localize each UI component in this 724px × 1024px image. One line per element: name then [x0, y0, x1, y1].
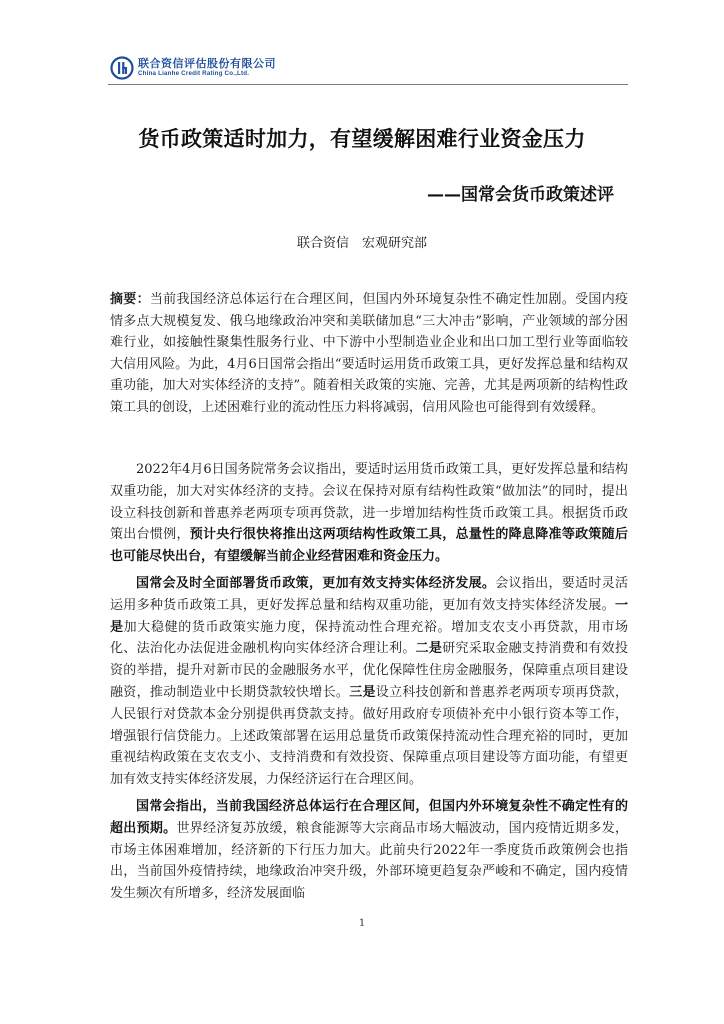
- p1-bold: 预计央行很快将推出这两项结构性政策工具，总量性的降息降准等政策随后也可能尽快出台，有望缓解当前企业经营困难和资金压力。: [110, 527, 628, 565]
- p2-bold-2: 一是: [110, 597, 628, 635]
- p1-text: 2022年4月6日国务院常务会议指出，要适时运用货币政策工具，更好发挥总量和结构双重功能，加大对实体经济的支持。会议在保持对原有结构性政策“做加法”的同时，提出设立科技创新和普惠养老两项专项再贷款，进一步增加结构性货币政策工具。根据货币政策出台惯例，: [110, 462, 628, 543]
- lianhe-logo-icon: [110, 56, 134, 80]
- document-title: 货币政策适时加力，有望缓解困难行业资金压力: [138, 127, 586, 151]
- p3-bold: 国常会指出，当前我国经济总体运行在合理区间，但国内外环境复杂性不确定性有的超出预期。: [110, 798, 628, 836]
- paragraph-1: [110, 459, 628, 568]
- author-line: 联合资信 宏观研究部: [296, 236, 427, 251]
- company-header: [110, 55, 276, 81]
- body-text: [110, 459, 628, 910]
- header-divider: [108, 84, 628, 85]
- paragraph-3: [110, 796, 628, 905]
- p2-text-2: 加大稳健的货币政策实施力度，保持流动性合理充裕。增加支农支小再贷款，用市场化、法治化办法促进金融机构向实体经济合理让利。: [110, 619, 628, 657]
- p2-bold-3: 二是: [415, 641, 443, 657]
- company-name-en: China Lianhe Credit Rating Co.,Ltd.: [138, 70, 250, 78]
- document-subtitle: ——国常会货币政策述评: [427, 185, 614, 205]
- company-name-cn: 联合资信评估股份有限公司: [138, 57, 276, 71]
- p2-bold-1: 国常会及时全面部署货币政策，更加有效支持实体经济发展。: [136, 575, 496, 591]
- p2-text-3: 研究采取金融支持消费和有效投资的举措，提升对新市民的金融服务水平，优化保障性住房金融服务，保障重点项目建设融资，推动制造业中长期贷款较快增长。: [110, 641, 628, 700]
- abstract: [110, 289, 628, 419]
- abstract-text: 当前我国经济总体运行在合理区间，但国内外环境复杂性不确定性加剧。受国内疫情多点大规模复发、俄乌地缘政治冲突和美联储加息“三大冲击”影响，产业领域的部分困难行业，如接触性聚集性服务行业、中下游中小型制造业企业和出口加工型行业等面临较大信用风险。为此，4月6日国常会指出“要适时运用货币政策工具，更好发挥总量和结构双重功能，加大对实体经济的支持”。随着相关政策的实施、完善，尤其是两项新的结构性政策工具的创设，上述困难行业的流动性压力料将减弱，信用风险也可能得到有效缓释。: [110, 292, 628, 415]
- p3-text: 世界经济复苏放缓，粮食能源等大宗商品市场大幅波动，国内疫情近期多发，市场主体困难增加，经济新的下行压力加大。此前央行2022年一季度货币政策例会也指出，当前国外疫情持续，地缘政治冲突升级，外部环境更趋复杂严峻和不确定，国内疫情发生频次有所增多，经济发展面临: [110, 820, 628, 902]
- page-number: 1: [358, 918, 366, 929]
- abstract-label: 摘要：: [110, 292, 150, 307]
- p2-bold-4: 三是: [349, 684, 376, 700]
- p2-text-4: 设立科技创新和普惠养老两项专项再贷款，人民银行对贷款本金分别提供再贷款支持。做好用政府专项债补充中小银行资本等工作，增强银行信贷能力。上述政策部署在运用总量货币政策保持流动性合理充裕的同时，更加重视结构政策在支农支小、支持消费和有效投资、保障重点项目建设等方面功能，有望更加有效支持实体经济发展，力保经济运行在合理区间。: [110, 684, 628, 788]
- paragraph-2: [110, 573, 628, 791]
- p2-text-1: 会议指出，要适时灵活运用多种货币政策工具，更好发挥总量和结构双重功能，更加有效支持实体经济发展。: [110, 575, 628, 613]
- company-name-block: [138, 58, 276, 77]
